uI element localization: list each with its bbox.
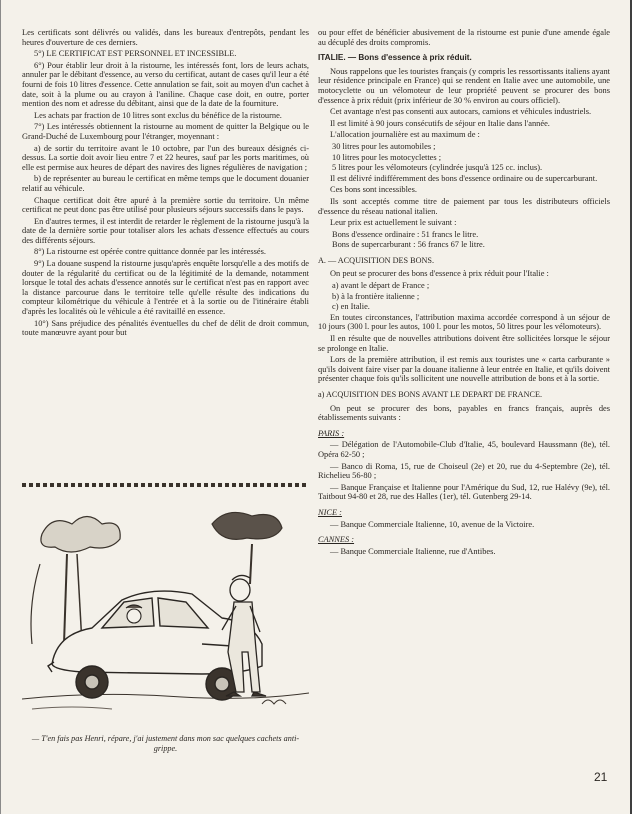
city-heading-cannes: CANNES : — [318, 535, 355, 545]
paragraph: Les achats par fraction de 10 litres sont exclus du bénéfice de la ristourne. — [34, 110, 282, 120]
list-item: a) avant le départ de France ; — [332, 281, 430, 291]
allocation-list — [318, 142, 610, 173]
paragraph: Leur prix est actuellement le suivant : — [330, 218, 457, 228]
list-item: 5 litres pour les vélomoteurs (cylindrée jusqu'à 125 cc. inclus). — [332, 163, 543, 173]
paragraph: Chaque certificat doit être apuré à la première sortie du territoire. Un même certificat ne peut donc pas être utilisé pour plusieurs séjours successifs dans le pays. — [22, 195, 309, 215]
paragraph: 8°) La ristourne est opérée contre quittance donnée par les intéressés. — [34, 247, 266, 257]
address-entry: — Banque Française et Italienne pour l'Amérique du Sud, 12, rue Halévy (9e), tél. Taitbout 94-80 et 28, rue des Halles (1er), tél. Gutenberg 29-14. — [318, 482, 610, 502]
paragraph: Il est délivré indifféremment des bons d'essence ordinaire ou de supercarburant. — [330, 173, 598, 183]
paragraph: b) de représenter au bureau le certificat en même temps que le document douanier relatif au véhicule. — [22, 174, 309, 193]
paragraph: 5°) LE CERTIFICAT EST PERSONNEL ET INCESSIBLE. — [34, 49, 237, 59]
list-item: 10 litres pour les motocyclettes ; — [332, 152, 442, 162]
paragraph: L'allocation journalière est au maximum de : — [330, 130, 480, 140]
acquisition-list — [318, 281, 610, 312]
address-entry: — Banque Commerciale Italienne, rue d'Antibes. — [330, 546, 496, 556]
price-list — [318, 230, 610, 250]
paragraph: En toutes circonstances, l'attribution maxima accordée correspond à un séjour de 10 jours (300 l. pour les autos, 100 l. pour les motos, 50 litres pour les vélomoteurs). — [318, 312, 610, 332]
left-edge-line — [0, 0, 1, 814]
paragraph: 10°) Sans préjudice des pénalités éventuelles du chef de délit de droit commun, toute manœuvre ayant pour but — [22, 318, 309, 338]
paragraph: ou pour effet de bénéficier abusivement de la ristourne est punie d'une amende égale au décuplé des droits compromis. — [318, 28, 610, 47]
paragraph: 6°) Pour établir leur droit à la ristourne, les intéressés font, lors de leurs achats, annuler par le débitant d'essence, au verso du certificat, autant de cases qu'il leur a été fourni de fois 10 litres d'essence. Cette annulation se fait, soit au moyen d'un cachet à date, soit à la plume ou au crayon à l'aniline. Chaque case doit, en outre, porter mention des nom et adresse du débitant, ainsi que de la date de la fourniture. — [22, 60, 309, 109]
list-item: Bons de supercarburant : 56 francs 67 le litre. — [332, 240, 485, 250]
list-item: c) en Italie. — [332, 302, 370, 312]
paragraph: Cet avantage n'est pas consenti aux autocars, camions et véhicules industriels. — [330, 107, 592, 117]
paragraph: Il est limité à 90 jours consécutifs de séjour en Italie dans l'année. — [330, 118, 550, 128]
paragraph: Ils sont acceptés comme titre de paiement par tous les distributeurs officiels d'essence du réseau national italien. — [318, 196, 610, 216]
right-column — [318, 28, 610, 558]
list-item: b) à la frontière italienne ; — [332, 291, 420, 301]
section-heading-before-departure: a) ACQUISITION DES BONS AVANT LE DEPART DE FRANCE. — [318, 390, 543, 399]
paragraph: Il en résulte que de nouvelles attributions doivent être sollicitées lorsque le séjour se prolonge en Italie. — [318, 334, 610, 353]
paragraph: 7°) Les intéressés obtiennent la ristourne au moment de quitter la Belgique ou le Grand-Duché de Luxembourg pour l'étranger, moyennant : — [22, 122, 309, 141]
decorative-divider — [22, 483, 309, 487]
paragraph: On peut se procurer des bons, payables en francs français, auprès des établissements suivants : — [318, 403, 610, 423]
city-heading-paris: PARIS : — [318, 428, 345, 438]
paragraph: On peut se procurer des bons d'essence à prix réduit pour l'Italie : — [330, 269, 549, 279]
paragraph: a) de sortir du territoire avant le 10 octobre, par l'un des bureaux désignés ci-dessus. La sortie doit avoir lieu entre 7 et 22 heures, sauf par les ports maritimes, où elle est permise aux heures de départ des navires des lignes régulières de navigation ; — [22, 143, 309, 172]
section-heading-acquisition: A. — ACQUISITION DES BONS. — [318, 255, 434, 265]
address-entry: — Délégation de l'Automobile-Club d'Italie, 45, boulevard Haussmann (8e), tél. Opéra 62-50 ; — [318, 440, 610, 459]
city-heading-nice: NICE : — [318, 507, 342, 517]
paragraph: Nous rappelons que les touristes français (y compris les ressortissants italiens ayant leur résidence principale en France) qui se rendent en Italie avec une automobile, une motocyclette ou un vélomoteur de leur propriété peuvent se procurer des bons d'essence à prix réduit (prix inférieur de 30 % environ au cours officiel). — [318, 66, 610, 105]
cartoon-illustration — [22, 494, 309, 732]
left-column — [22, 28, 309, 340]
list-item: 30 litres pour les automobiles ; — [332, 141, 436, 151]
section-heading-italie: ITALIE. — Bons d'essence à prix réduit. — [318, 53, 472, 63]
paragraph: En d'autres termes, il est interdit de retarder le règlement de la ristourne jusqu'à la date de la dernière sortie pour totaliser alors les achats d'essence effectués au cours des différents séjours. — [22, 216, 309, 245]
paragraph: Les certificats sont délivrés ou validés, dans les bureaux d'entrepôts, pendant les heures d'ouverture de ces derniers. — [22, 28, 309, 47]
page-number: 21 — [594, 770, 608, 784]
paragraph: Lors de la première attribution, il est remis aux touristes une « carta carburante » qu'ils doivent faire viser par la douane italienne à leur entrée en Italie, et qu'ils doivent présenter chaque fois qu'ils sollicitent une nouvelle attribution de bons et à la sortie. — [318, 355, 610, 384]
paragraph: Ces bons sont incessibles. — [330, 185, 418, 195]
paragraph: 9°) La douane suspend la ristourne jusqu'après enquête lorsqu'elle a des motifs de douter de la régularité du certificat ou de la légitimité de la demande, notamment lorsque le total des achats d'essence annotés sur le certificat n'est pas en rapport avec la distance parcourue dans le territoire telle qu'elle résulte des indications du compteur kilométrique du véhicule à l'entrée et à la sortie ou de l'itinéraire établi d'après les localités où le véhicule a été ravitaillé en essence. — [22, 259, 309, 317]
illustration-caption: — T'en fais pas Henri, répare, j'ai justement dans mon sac quelques cachets anti-grippe. — [31, 734, 300, 753]
address-entry: — Banque Commerciale Italienne, 10, avenue de la Victoire. — [330, 519, 535, 529]
list-item: Bons d'essence ordinaire : 51 francs le litre. — [332, 229, 479, 239]
address-entry: — Banco di Roma, 15, rue de Choiseul (2e) et 20, rue du 4-Septembre (2e), tél. Richelieu 56-80 ; — [318, 461, 610, 481]
